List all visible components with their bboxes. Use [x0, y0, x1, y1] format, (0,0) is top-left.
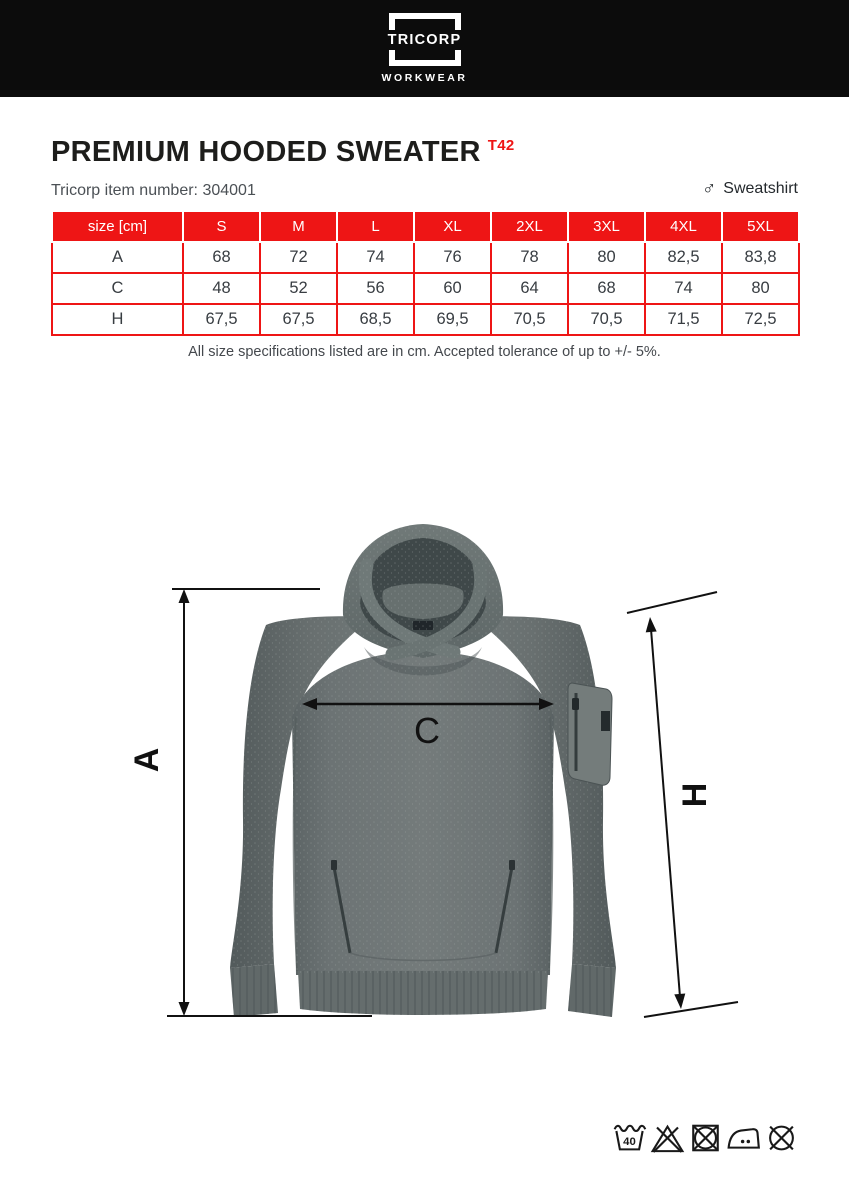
cell: 68,5	[337, 304, 414, 335]
cell: 71,5	[645, 304, 722, 335]
size-note: All size specifications listed are in cm. Accepted tolerance of up to +/- 5%.	[188, 344, 661, 360]
cell: 70,5	[491, 304, 568, 335]
cell: 82,5	[645, 242, 722, 273]
cell: 60	[414, 273, 491, 304]
do-not-tumble-dry-icon	[688, 1119, 723, 1157]
iron-medium-icon	[726, 1119, 761, 1157]
wash-40-icon	[612, 1119, 647, 1157]
cell: 48	[183, 273, 260, 304]
cell: 72	[260, 242, 337, 273]
row-label: C	[52, 273, 183, 304]
hoodie-illustration	[230, 524, 616, 1017]
col-header: L	[337, 211, 414, 242]
product-code: T42	[487, 137, 515, 154]
col-header: 5XL	[722, 211, 799, 242]
col-header: 3XL	[568, 211, 645, 242]
cell: 80	[568, 242, 645, 273]
top-brand-bar	[0, 0, 849, 97]
cell: 72,5	[722, 304, 799, 335]
cell: 70,5	[568, 304, 645, 335]
col-header: 4XL	[645, 211, 722, 242]
col-header: XL	[414, 211, 491, 242]
size-table	[51, 210, 800, 336]
col-header: 2XL	[491, 211, 568, 242]
page-title	[51, 136, 515, 169]
cell: 78	[491, 242, 568, 273]
table-row	[52, 273, 799, 304]
do-not-bleach-icon	[650, 1119, 685, 1157]
cell: 69,5	[414, 304, 491, 335]
cell: 68	[568, 273, 645, 304]
care-symbols	[612, 1119, 799, 1157]
cell: 67,5	[183, 304, 260, 335]
cell: 56	[337, 273, 414, 304]
product-name: PREMIUM HOODED SWEATER	[51, 136, 481, 168]
cell: 76	[414, 242, 491, 273]
cell: 83,8	[722, 242, 799, 273]
measure-h	[627, 592, 738, 1017]
row-label: H	[52, 304, 183, 335]
logo-wordmark: TRICORP	[385, 30, 465, 50]
male-symbol-icon: ♂	[702, 178, 717, 199]
col-header: M	[260, 211, 337, 242]
logo-subtext: WORKWEAR	[381, 72, 468, 84]
row-label: A	[52, 242, 183, 273]
cell: 68	[183, 242, 260, 273]
cell: 74	[645, 273, 722, 304]
item-number: Tricorp item number: 304001	[51, 182, 256, 199]
do-not-dry-clean-icon	[764, 1119, 799, 1157]
col-header: S	[183, 211, 260, 242]
table-row	[52, 242, 799, 273]
wash-temp-label: 40	[623, 1136, 636, 1148]
label-h: H	[676, 782, 714, 808]
garment-type	[702, 179, 798, 198]
garment-type-label: Sweatshirt	[723, 179, 798, 197]
sleeve-pocket	[568, 683, 612, 785]
table-row	[52, 304, 799, 335]
cell: 67,5	[260, 304, 337, 335]
cell: 74	[337, 242, 414, 273]
col-header: size [cm]	[52, 211, 183, 242]
tricorp-logo	[389, 13, 461, 66]
label-c: C	[414, 710, 440, 751]
size-table-header-row	[52, 211, 799, 242]
cell: 80	[722, 273, 799, 304]
cell: 52	[260, 273, 337, 304]
product-diagram	[120, 505, 740, 1065]
label-a: A	[128, 747, 166, 773]
cell: 64	[491, 273, 568, 304]
